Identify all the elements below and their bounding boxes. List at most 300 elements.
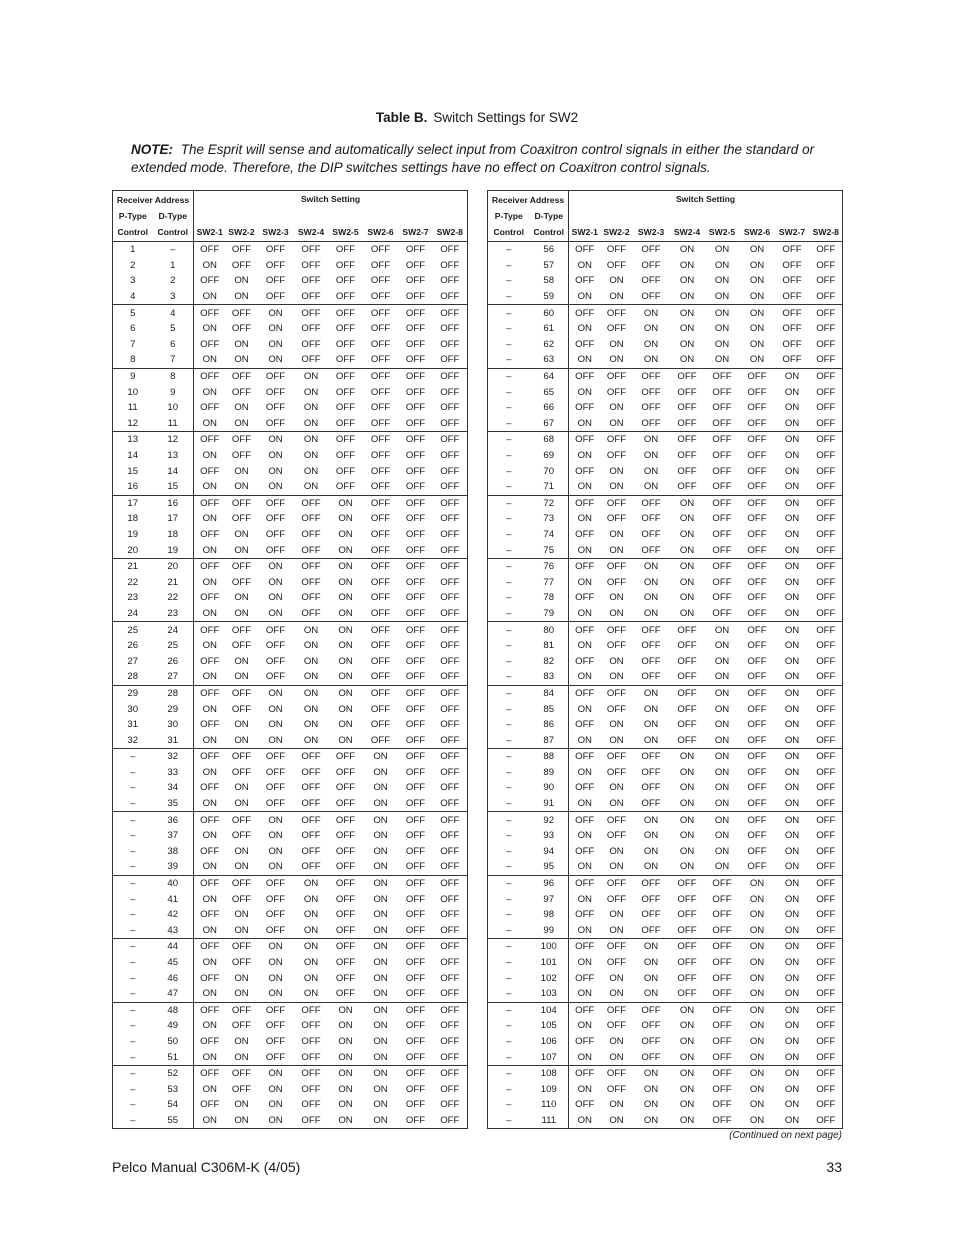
switch-cell: OFF [405, 988, 426, 1000]
switch-cell: OFF [712, 1099, 732, 1111]
switch-cell: OFF [641, 402, 661, 414]
switch-cell: OFF [226, 305, 258, 321]
switch-cell: ON [714, 861, 730, 873]
ptype-cell: – [506, 481, 512, 493]
switch-cell: OFF [633, 1002, 670, 1018]
dtype-cell: 43 [153, 923, 194, 939]
switch-cell: ON [740, 1002, 775, 1018]
switch-cell: OFF [747, 528, 767, 540]
table-row [488, 955, 843, 971]
switch-cell: OFF [363, 305, 399, 321]
switch-cell: OFF [810, 558, 843, 574]
switch-cell: OFF [294, 242, 329, 258]
switch-cell: ON [234, 1035, 249, 1047]
dtype-cell: 76 [530, 558, 569, 574]
dtype-cell: 30 [153, 717, 194, 733]
ptype-cell: – [506, 861, 512, 873]
switch-cell: ON [609, 592, 624, 604]
table-row [113, 749, 468, 765]
switch-cell: OFF [265, 1051, 286, 1063]
dtype-cell: 99 [530, 923, 569, 939]
switch-cell: ON [679, 861, 695, 873]
ptype-cell: 9 [113, 368, 153, 384]
table-row [488, 337, 843, 353]
switch-cell: ON [373, 782, 388, 794]
switch-cell: OFF [194, 875, 226, 891]
dtype-cell: 81 [530, 638, 569, 654]
table-row [488, 258, 843, 274]
switch-cell: ON [338, 1099, 353, 1111]
switch-cell: OFF [633, 495, 670, 511]
switch-cell: OFF [440, 592, 460, 604]
switch-cell: OFF [712, 481, 732, 493]
switch-cell: OFF [677, 988, 697, 1000]
switch-cell: OFF [335, 766, 356, 778]
dtype-cell: 51 [153, 1049, 194, 1065]
switch-cell: OFF [677, 719, 697, 731]
switch-cell: OFF [363, 368, 399, 384]
switch-cell: ON [268, 719, 283, 731]
dtype-cell: 107 [530, 1049, 569, 1065]
switch-cell: OFF [405, 338, 426, 350]
switch-cell: OFF [405, 671, 426, 683]
switch-cell: OFF [200, 1099, 220, 1111]
switch-cell: OFF [575, 528, 595, 540]
switch-cell: OFF [816, 450, 836, 462]
switch-cell: OFF [231, 1083, 252, 1095]
table-row [488, 828, 843, 844]
switch-cell: OFF [782, 259, 802, 271]
switch-cell: OFF [670, 939, 705, 955]
switch-cell: OFF [301, 338, 321, 350]
switch-cell: OFF [575, 592, 595, 604]
switch-cell: ON [670, 812, 705, 828]
table-row [488, 1049, 843, 1065]
dtype-cell: 95 [530, 859, 569, 875]
switch-cell: OFF [405, 830, 426, 842]
ptype-cell: – [488, 1002, 530, 1018]
table-row [488, 448, 843, 464]
switch-cell: ON [679, 528, 695, 540]
ptype-cell: – [506, 607, 512, 619]
switch-cell: ON [373, 1020, 388, 1032]
ptype-cell: – [130, 1083, 136, 1095]
switch-cell: OFF [194, 432, 226, 448]
switch-cell: OFF [258, 875, 294, 891]
dtype-cell: 5 [153, 321, 194, 337]
table-row [113, 701, 468, 717]
switch-cell: OFF [231, 893, 252, 905]
switch-cell: OFF [641, 1051, 661, 1063]
switch-cell: OFF [712, 924, 732, 936]
dtype-cell: 57 [530, 258, 569, 274]
switch-cell: ON [577, 450, 592, 462]
switch-cell: OFF [335, 830, 356, 842]
switch-cell: ON [775, 622, 810, 638]
switch-cell: OFF [712, 1035, 732, 1047]
switch-cell: ON [670, 749, 705, 765]
switch-cell: OFF [641, 275, 661, 287]
switch-cell: OFF [816, 323, 836, 335]
switch-cell: OFF [810, 368, 843, 384]
switch-cell: OFF [740, 368, 775, 384]
switch-cell: ON [714, 323, 730, 335]
switch-cell: ON [643, 957, 659, 969]
switch-cell: ON [633, 305, 670, 321]
switch-cell: OFF [405, 957, 426, 969]
switch-cell: OFF [816, 402, 836, 414]
dtype-cell: 64 [530, 368, 569, 384]
ptype-cell: – [506, 909, 512, 921]
switch-cell: ON [234, 1051, 249, 1063]
dtype-cell: 80 [530, 622, 569, 638]
switch-cell: ON [643, 734, 659, 746]
switch-cell: ON [329, 622, 363, 638]
dtype-cell: 98 [530, 907, 569, 923]
switch-cell: ON [338, 544, 353, 556]
table-row [488, 384, 843, 400]
switch-cell: OFF [335, 845, 356, 857]
dtype-cell: 89 [530, 765, 569, 781]
switch-cell: ON [775, 685, 810, 701]
dtype-cell: 60 [530, 305, 569, 321]
switch-cell: OFF [712, 1020, 732, 1032]
switch-cell: ON [338, 719, 353, 731]
switch-cell: ON [234, 544, 249, 556]
switch-cell: OFF [399, 305, 433, 321]
switch-cell: OFF [433, 1002, 468, 1018]
switch-cell: OFF [370, 607, 391, 619]
ptype-cell: – [506, 338, 512, 350]
switch-cell: OFF [200, 402, 220, 414]
table-row [488, 939, 843, 955]
switch-cell: ON [268, 338, 283, 350]
switch-cell: ON [268, 703, 283, 715]
switch-cell: OFF [575, 909, 595, 921]
switch-cell: OFF [194, 1065, 226, 1081]
switch-cell: ON [294, 939, 329, 955]
switch-cell: OFF [265, 544, 286, 556]
table-row [113, 432, 468, 448]
switch-cell: ON [303, 893, 319, 905]
switch-cell: ON [258, 939, 294, 955]
switch-cell: OFF [816, 386, 836, 398]
switch-cell: ON [643, 576, 659, 588]
switch-cell: ON [714, 338, 730, 350]
dtype-cell: 72 [530, 495, 569, 511]
switch-cell: OFF [335, 798, 356, 810]
switch-cell: ON [234, 782, 249, 794]
dtype-cell: 73 [530, 511, 569, 527]
switch-cell: OFF [265, 513, 286, 525]
table-row [488, 796, 843, 812]
ptype-cell: 19 [127, 528, 139, 540]
switch-cell: OFF [405, 576, 426, 588]
switch-cell: OFF [601, 432, 633, 448]
switch-cell: OFF [405, 655, 426, 667]
switch-cell: ON [234, 671, 249, 683]
ptype-cell: – [506, 798, 512, 810]
table-row [488, 1113, 843, 1129]
switch-cell: OFF [440, 909, 460, 921]
switch-cell: OFF [677, 909, 697, 921]
switch-cell: OFF [606, 766, 627, 778]
dtype-cell: 94 [530, 844, 569, 860]
ptype-cell: – [113, 1065, 153, 1081]
switch-cell: OFF [740, 622, 775, 638]
switch-cell: ON [329, 685, 363, 701]
switch-cell: ON [577, 893, 592, 905]
switch-cell: OFF [405, 544, 426, 556]
switch-cell: OFF [433, 1065, 468, 1081]
switch-cell: ON [373, 924, 388, 936]
switch-cell: OFF [705, 558, 740, 574]
switch-cell: ON [643, 988, 659, 1000]
switch-cell: OFF [606, 957, 627, 969]
table-row [488, 732, 843, 748]
switch-cell: ON [338, 655, 353, 667]
switch-cell: ON [679, 592, 695, 604]
switch-cell: ON [679, 766, 695, 778]
switch-cell: ON [643, 703, 659, 715]
switch-cell: OFF [816, 1099, 836, 1111]
switch-cell: OFF [747, 655, 767, 667]
ptype-cell: – [130, 766, 136, 778]
table-title-text: Switch Settings for SW2 [433, 110, 579, 125]
switch-cell: OFF [231, 386, 252, 398]
switch-cell: ON [609, 1051, 624, 1063]
switch-cell: ON [643, 481, 659, 493]
switch-cell: OFF [677, 450, 697, 462]
switch-cell: ON [268, 861, 283, 873]
switch-cell: ON [784, 481, 800, 493]
ptype-cell: 22 [127, 576, 139, 588]
switch-cell: ON [363, 812, 399, 828]
switch-cell: OFF [405, 323, 426, 335]
switch-cell: OFF [301, 782, 321, 794]
switch-cell: OFF [601, 812, 633, 828]
switch-cell: OFF [440, 465, 460, 477]
switch-cell: ON [679, 1020, 695, 1032]
switch-cell: ON [643, 972, 659, 984]
switch-cell: OFF [399, 495, 433, 511]
switch-cell: OFF [440, 259, 460, 271]
dtype-cell: 66 [530, 400, 569, 416]
ptype-cell: – [506, 275, 512, 287]
switch-cell: OFF [370, 513, 391, 525]
switch-cell: OFF [265, 275, 286, 287]
switch-cell: OFF [816, 909, 836, 921]
switch-cell: OFF [816, 513, 836, 525]
switch-cell: ON [258, 1065, 294, 1081]
switch-cell: ON [363, 749, 399, 765]
dtype-cell: 61 [530, 321, 569, 337]
dtype-cell: 69 [530, 448, 569, 464]
table-row [113, 273, 468, 289]
switch-cell: ON [609, 338, 624, 350]
switch-cell: ON [294, 432, 329, 448]
switch-cell: ON [633, 812, 670, 828]
switch-cell: OFF [747, 719, 767, 731]
switch-cell: ON [609, 782, 624, 794]
dtype-cell: 101 [530, 955, 569, 971]
dtype-cell: 91 [530, 796, 569, 812]
table-row [113, 305, 468, 321]
ptype-cell: 31 [127, 719, 139, 731]
switch-cell: OFF [370, 655, 391, 667]
dtype-cell: 88 [530, 749, 569, 765]
switch-cell: OFF [440, 402, 460, 414]
switch-cell: ON [202, 259, 217, 271]
switch-cell: OFF [747, 544, 767, 556]
switch-cell: OFF [200, 1035, 220, 1047]
switch-cell: OFF [226, 749, 258, 765]
switch-cell: ON [643, 607, 659, 619]
switch-cell: ON [202, 607, 217, 619]
switch-cell: ON [202, 481, 217, 493]
switch-cell: ON [577, 323, 592, 335]
switch-cell: ON [679, 830, 695, 842]
ptype-cell: – [506, 323, 512, 335]
ptype-cell: 4 [130, 291, 136, 303]
table-row [113, 1097, 468, 1113]
switch-cell: OFF [816, 640, 836, 652]
switch-cell: OFF [301, 275, 321, 287]
switch-cell: OFF [569, 432, 601, 448]
ptype-cell: 30 [127, 703, 139, 715]
switch-cell: OFF [335, 957, 356, 969]
switch-cell: ON [609, 402, 624, 414]
ptype-cell: – [506, 576, 512, 588]
switch-cell: OFF [433, 875, 468, 891]
switch-cell: OFF [399, 622, 433, 638]
table-row [488, 558, 843, 574]
switch-cell: ON [268, 988, 283, 1000]
table-row [488, 701, 843, 717]
switch-cell: OFF [226, 242, 258, 258]
table-row [488, 638, 843, 654]
ptype-cell: – [130, 1035, 136, 1047]
dtype-cell: 4 [153, 305, 194, 321]
switch-cell: OFF [712, 386, 732, 398]
switch-cell: OFF [231, 640, 252, 652]
switch-cell: OFF [194, 622, 226, 638]
table-row [488, 1002, 843, 1018]
switch-cell: OFF [816, 988, 836, 1000]
switch-cell: OFF [405, 528, 426, 540]
switch-cell: ON [234, 719, 249, 731]
ptype-cell: 5 [113, 305, 153, 321]
switch-cell: OFF [370, 528, 391, 540]
table-row [113, 732, 468, 748]
ptype-cell: – [130, 909, 136, 921]
switch-cell: OFF [440, 861, 460, 873]
ptype-cell: – [506, 734, 512, 746]
ptype-cell: – [506, 417, 512, 429]
switch-cell: ON [609, 655, 624, 667]
switch-cell: ON [234, 988, 249, 1000]
switch-cell: OFF [705, 939, 740, 955]
switch-cell: OFF [370, 703, 391, 715]
dtype-cell: 38 [153, 844, 194, 860]
switch-cell: OFF [816, 465, 836, 477]
dtype-cell: 79 [530, 606, 569, 622]
dtype-cell: 53 [153, 1081, 194, 1097]
table-row [488, 479, 843, 495]
switch-cell: OFF [705, 875, 740, 891]
switch-cell: OFF [705, 495, 740, 511]
switch-cell: ON [303, 386, 319, 398]
table-row [113, 844, 468, 860]
switch-cell: OFF [677, 893, 697, 905]
switch-cell: ON [670, 305, 705, 321]
note [131, 141, 831, 176]
switch-cell: OFF [712, 544, 732, 556]
table-row [488, 511, 843, 527]
switch-cell: ON [303, 957, 319, 969]
switch-cell: OFF [399, 685, 433, 701]
ptype-cell: – [488, 432, 530, 448]
switch-cell: ON [775, 432, 810, 448]
switch-cell: OFF [231, 576, 252, 588]
switch-cell: OFF [440, 924, 460, 936]
switch-cell: ON [268, 481, 283, 493]
dtype-cell: 44 [153, 939, 194, 955]
switch-cell: ON [714, 845, 730, 857]
switch-cell: OFF [633, 749, 670, 765]
switch-cell: ON [609, 291, 624, 303]
dtype-cell: 59 [530, 289, 569, 305]
switch-cell: OFF [775, 242, 810, 258]
dtype-cell: 9 [153, 384, 194, 400]
switch-cell: OFF [405, 1051, 426, 1063]
switch-cell: OFF [405, 481, 426, 493]
switch-cell: ON [679, 354, 695, 366]
switch-cell: OFF [747, 703, 767, 715]
switch-cell: OFF [816, 766, 836, 778]
switch-cell: OFF [405, 417, 426, 429]
switch-cell: OFF [677, 417, 697, 429]
table-row [488, 1065, 843, 1081]
switch-cell: OFF [641, 655, 661, 667]
switch-cell: ON [714, 640, 730, 652]
switch-cell: ON [202, 1051, 217, 1063]
switch-cell: ON [679, 845, 695, 857]
switch-cell: OFF [194, 749, 226, 765]
switch-cell: OFF [677, 386, 697, 398]
switch-cell: OFF [433, 368, 468, 384]
ptype-cell: 3 [130, 275, 136, 287]
switch-cell: OFF [601, 305, 633, 321]
sw-header: SW2-6 [740, 223, 775, 242]
ptype-cell: – [488, 622, 530, 638]
switch-cell: ON [258, 812, 294, 828]
switch-cell: OFF [301, 766, 321, 778]
switch-cell: OFF [200, 275, 220, 287]
ptype-cell: – [506, 830, 512, 842]
switch-cell: OFF [712, 988, 732, 1000]
ptype-cell: – [488, 242, 530, 258]
switch-cell: ON [643, 338, 659, 350]
dtype-cell: 11 [153, 416, 194, 432]
switch-cell: OFF [816, 259, 836, 271]
switch-cell: OFF [712, 1051, 732, 1063]
switch-cell: OFF [440, 354, 460, 366]
switch-cell: ON [775, 939, 810, 955]
switch-cell: OFF [200, 909, 220, 921]
switch-cell: OFF [816, 782, 836, 794]
ptype-cell: – [506, 513, 512, 525]
